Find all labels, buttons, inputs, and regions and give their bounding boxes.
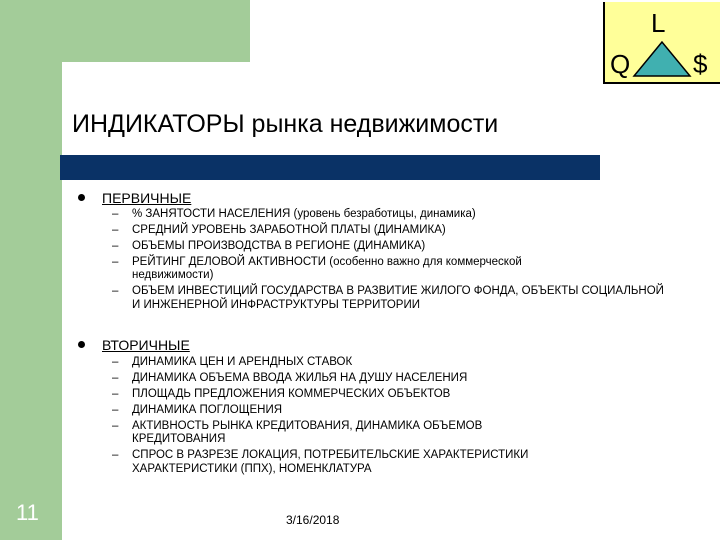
list-item: – ДИНАМИКА ПОГЛОЩЕНИЯ	[112, 404, 283, 416]
list-item: – ОБЪЕМ ИНВЕСТИЦИЙ ГОСУДАРСТВА В РАЗВИТИЕ ЖИЛОГО ФОНДА, ОБЪЕКТЫ СОЦИАЛЬНОЙ И ИНЖЕНЕРНОЙ ИНФРАСТРУКТУРЫ ТЕРРИТОРИИ	[112, 285, 664, 311]
slide-title: ИНДИКАТОРЫ рынка недвижимости	[72, 110, 499, 138]
title-underline-bar	[60, 155, 600, 180]
dash-icon: –	[112, 449, 119, 462]
secondary-indicator-list	[112, 356, 632, 479]
dash-icon: –	[112, 356, 119, 368]
slide-date: 3/16/2018	[286, 513, 340, 527]
list-item: – АКТИВНОСТЬ РЫНКА КРЕДИТОВАНИЯ, ДИНАМИКА ОБЪЕМОВ КРЕДИТОВАНИЯ	[112, 420, 483, 446]
dash-icon: –	[112, 240, 119, 252]
list-item: – СПРОС В РАЗРЕЗЕ ЛОКАЦИЯ, ПОТРЕБИТЕЛЬСКИЕ ХАРАКТЕРИСТИКИ ХАРАКТЕРИСТИКИ (ППХ), НОМЕНКЛАТУРА	[112, 449, 529, 475]
logo-letter-dollar: $	[693, 49, 708, 79]
primary-indicator-list	[112, 208, 672, 315]
dash-icon: –	[112, 256, 119, 268]
list-item: – % ЗАНЯТОСТИ НАСЕЛЕНИЯ (уровень безработицы, динамика)	[112, 208, 476, 220]
bullet-icon	[78, 341, 85, 348]
dash-icon: –	[112, 224, 119, 236]
dash-icon: –	[112, 208, 119, 220]
dash-icon: –	[112, 285, 119, 298]
list-item: – ПЛОЩАДЬ ПРЕДЛОЖЕНИЯ КОММЕРЧЕСКИХ ОБЪЕКТОВ	[112, 388, 451, 400]
left-decor-band	[0, 0, 62, 540]
dash-icon: –	[112, 372, 119, 384]
list-item: – ОБЪЕМЫ ПРОИЗВОДСТВА В РЕГИОНЕ (ДИНАМИКА)	[112, 240, 426, 252]
list-item: – ДИНАМИКА ЦЕН И АРЕНДНЫХ СТАВОК	[112, 356, 353, 368]
section-label: ПЕРВИЧНЫЕ	[102, 190, 192, 206]
list-item: – СРЕДНИЙ УРОВЕНЬ ЗАРАБОТНОЙ ПЛАТЫ (ДИНАМИКА)	[112, 224, 446, 236]
logo-letter-l: L	[651, 8, 666, 38]
slide-number: 11	[16, 500, 39, 525]
section-label: ВТОРИЧНЫЕ	[102, 337, 190, 353]
logo-letter-q: Q	[610, 49, 631, 79]
top-decor-band	[0, 0, 250, 62]
dash-icon: –	[112, 388, 119, 400]
bullet-icon	[78, 194, 85, 201]
triangle-icon	[632, 40, 692, 78]
list-item: – ДИНАМИКА ОБЪЕМА ВВОДА ЖИЛЬЯ НА ДУШУ НАСЕЛЕНИЯ	[112, 372, 468, 384]
list-item: – РЕЙТИНГ ДЕЛОВОЙ АКТИВНОСТИ (особенно важно для коммерческой недвижимости)	[112, 256, 522, 282]
dash-icon: –	[112, 404, 119, 416]
dash-icon: –	[112, 420, 119, 432]
